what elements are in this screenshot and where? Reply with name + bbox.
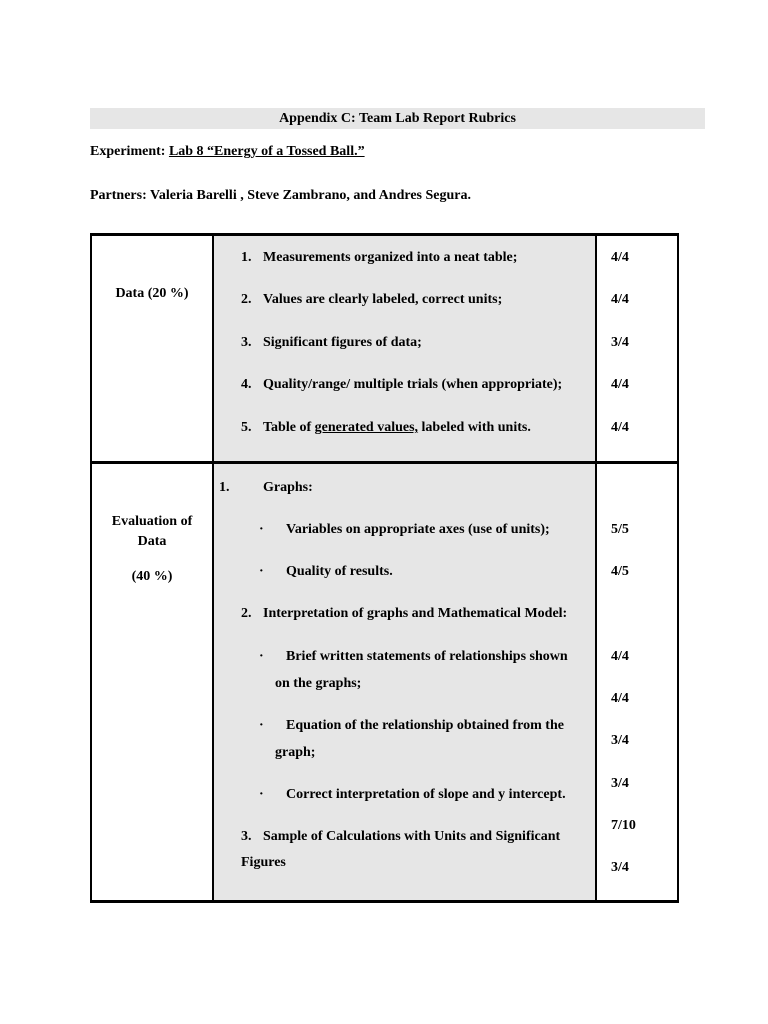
data-item-text: Measurements organized into a neat table; <box>263 250 518 265</box>
graph-item: Variables on appropriate axes (use of units); <box>286 522 550 537</box>
experiment-label: Experiment: <box>90 144 166 159</box>
evaluation-category-line2: Data <box>137 534 167 549</box>
partners-line: Partners: Valeria Barelli , Steve Zambrano, and Andres Segura. <box>90 188 471 203</box>
table-column-divider-1 <box>212 233 214 903</box>
evaluation-weight: (40 %) <box>131 569 173 584</box>
data-item-text-post: labeled with units. <box>418 420 531 435</box>
table-border-left <box>90 233 92 903</box>
bullet: · <box>259 564 264 579</box>
interp-item-cont: graph; <box>275 745 316 760</box>
interp-item: Correct interpretation of slope and y intercept. <box>286 787 566 802</box>
interp-label: Interpretation of graphs and Mathematical Model: <box>263 606 568 621</box>
evaluation-score: 3/4 <box>611 860 629 875</box>
data-item-num: 4. <box>241 377 252 392</box>
bullet: · <box>259 522 264 537</box>
interp-item: Brief written statements of relationships shown <box>286 649 568 664</box>
data-item-score: 4/4 <box>611 250 629 265</box>
data-item-score: 4/4 <box>611 292 629 307</box>
evaluation-score: 7/10 <box>611 818 636 833</box>
data-item-num: 5. <box>241 420 252 435</box>
page-title: Appendix C: Team Lab Report Rubrics <box>90 108 705 129</box>
evaluation-score: 3/4 <box>611 776 629 791</box>
data-item-text: Quality/range/ multiple trials (when appropriate); <box>263 377 563 392</box>
table-column-divider-2 <box>595 233 597 903</box>
data-item-text-pre: Table of <box>263 420 315 435</box>
interp-num: 2. <box>241 606 252 621</box>
table-border-top <box>90 233 679 236</box>
data-item-text: Values are clearly labeled, correct units; <box>263 292 503 307</box>
table-row-divider <box>90 461 679 464</box>
data-item-num: 2. <box>241 292 252 307</box>
graphs-num: 1. <box>219 480 230 495</box>
data-category: Data (20 %) <box>115 286 189 301</box>
interp-item-cont: on the graphs; <box>275 676 362 691</box>
bullet: · <box>259 649 264 664</box>
bullet: · <box>259 718 264 733</box>
data-item-score: 3/4 <box>611 335 629 350</box>
data-item-text-underlined: generated values, <box>314 420 419 435</box>
interp-item: Equation of the relationship obtained from the <box>286 718 564 733</box>
calc-text: Sample of Calculations with Units and Significant <box>263 829 561 844</box>
bullet: · <box>259 787 264 802</box>
experiment-value: Lab 8 “Energy of a Tossed Ball.” <box>168 144 365 159</box>
evaluation-score: 3/4 <box>611 733 629 748</box>
evaluation-score: 4/4 <box>611 691 629 706</box>
experiment-line <box>90 144 365 160</box>
data-item-text <box>263 420 531 436</box>
calc-num: 3. <box>241 829 252 844</box>
graphs-label: Graphs: <box>263 480 313 495</box>
evaluation-score: 4/4 <box>611 649 629 664</box>
table-border-right <box>677 233 679 903</box>
data-item-score: 4/4 <box>611 420 629 435</box>
data-item-num: 3. <box>241 335 252 350</box>
graph-item: Quality of results. <box>286 564 393 579</box>
calc-text-cont: Figures <box>241 855 286 870</box>
table-border-bottom <box>90 900 679 903</box>
evaluation-category: Evaluation of <box>111 514 193 529</box>
evaluation-score: 4/5 <box>611 564 629 579</box>
data-item-num: 1. <box>241 250 252 265</box>
evaluation-score: 5/5 <box>611 522 629 537</box>
data-item-score: 4/4 <box>611 377 629 392</box>
data-item-text: Significant figures of data; <box>263 335 422 350</box>
